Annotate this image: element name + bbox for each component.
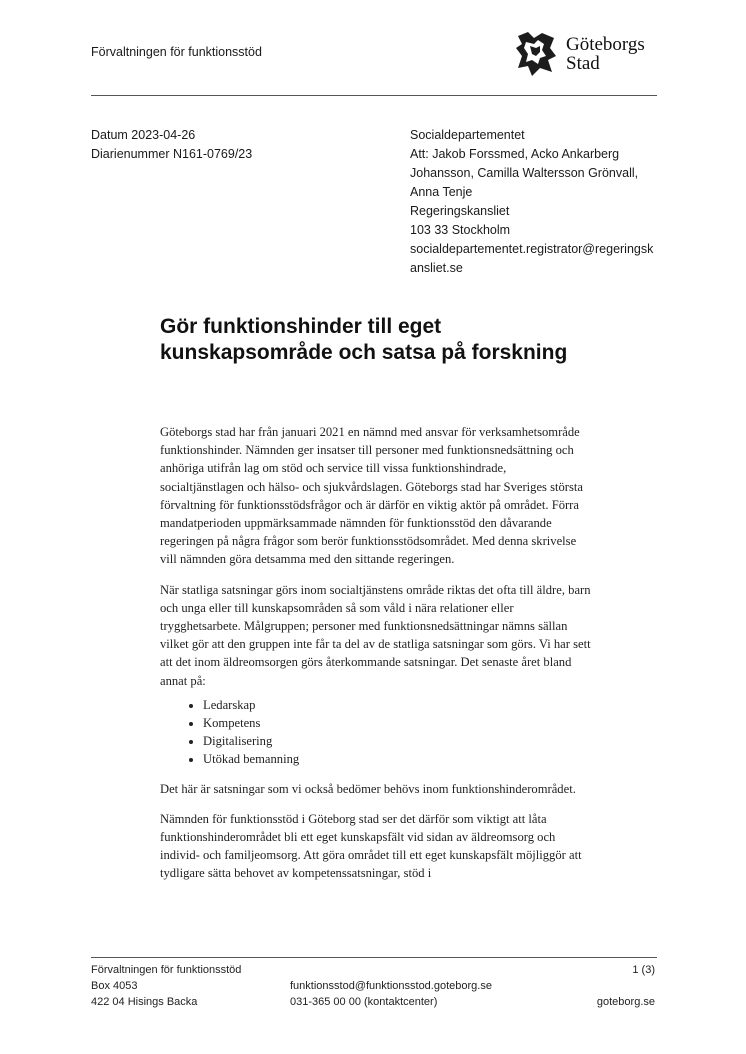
footer-right	[597, 962, 655, 1010]
recipient-office: Regeringskansliet	[410, 204, 510, 218]
body-paragraph-1: Göteborgs stad har från januari 2021 en nämnd med ansvar för verksamhetsområde funktionshinder. Nämnden ger insatser till personer med funktionsnedsättning och anhöriga utifrån lag om stöd och service till vissa funktionshindrade, socialtjänstlagen och hälso- och sjukvårdslagen. Göteborgs stad har Sveriges största förvaltning för funktionsstödsfrågor och är därför en viktig aktör på området. Förra mandatperioden uppmärksammade nämnden för funktionsstöd den dåvarande regeringen på några frågor som berör funktionsstödsområdet. Med denna skrivelse vill nämnden göra detsamma med den sittande regeringen.	[160, 425, 583, 567]
header-organization: Förvaltningen för funktionsstöd	[91, 45, 262, 59]
footer-box: Box 4053	[91, 980, 138, 992]
body-paragraph-2: När statliga satsningar görs inom socialtjänstens område riktas det ofta till äldre, barn och unga eller till kunskapsområden så som våld i nära relationer eller trygghetsarbete. Målgruppen; personer med funktionsnedsättningar nämns sällan vilket gör att den gruppen inte får ta del av de statliga satsningar som görs. Vi har sett att det inom äldreomsorgen görs återkommande satsningar. Det senaste året bland annat på:	[160, 582, 591, 688]
document-body	[160, 423, 592, 895]
document-meta	[91, 126, 252, 164]
recipient-address	[410, 126, 655, 278]
footer-contact	[290, 978, 492, 1010]
footer-address	[91, 962, 241, 1010]
diary-number: Diarienummer N161-0769/23	[91, 147, 253, 161]
recipient-postal: 103 33 Stockholm	[410, 223, 511, 237]
logo-line-1: Göteborgs	[566, 34, 645, 55]
recipient-department: Socialdepartementet	[410, 128, 525, 142]
document-date: Datum 2023-04-26	[91, 128, 196, 142]
footer-divider	[91, 957, 657, 958]
investment-list	[160, 696, 592, 769]
document-title: Gör funktionshinder till eget kunskapsområde och satsa på forskning	[160, 315, 568, 364]
list-item: • Kompetens	[203, 714, 592, 732]
goteborgs-stad-logo	[514, 30, 645, 78]
footer-email[interactable]: funktionsstod@funktionsstod.goteborg.se	[290, 980, 492, 992]
body-paragraph-4: Nämnden för funktionsstöd i Göteborg stad ser det därför som viktigt att låta funktionshinderområdet bli ett eget kunskapsfält vid sidan av äldreomsorg och individ- och familjeomsorg. Att göra området till ett eget kunskapsfält möjliggör att tydligare sätta behovet av kompetenssatsningar, stöd i	[160, 811, 582, 881]
footer-postal: 422 04 Hisings Backa	[91, 996, 198, 1008]
list-item: • Ledarskap	[203, 696, 592, 714]
goteborg-lion-crest-icon	[514, 30, 558, 78]
footer-phone: 031-365 00 00 (kontaktcenter)	[290, 996, 438, 1008]
recipient-attention: Att: Jakob Forssmed, Acko Ankarberg Johansson, Camilla Waltersson Grönvall, Anna Tenje	[410, 147, 639, 199]
recipient-email: socialdepartementet.registrator@regeringskansliet.se	[410, 242, 654, 275]
header-divider	[91, 95, 657, 96]
footer-org: Förvaltningen för funktionsstöd	[91, 964, 242, 976]
page-number: 1 (3)	[632, 964, 655, 976]
logo-line-2: Stad	[566, 53, 600, 74]
list-item: • Digitalisering	[203, 732, 592, 750]
footer-website[interactable]: goteborg.se	[596, 996, 655, 1008]
list-item: • Utökad bemanning	[203, 750, 592, 768]
body-paragraph-3: Det här är satsningar som vi också bedömer behövs inom funktionshinderområdet.	[160, 781, 576, 796]
